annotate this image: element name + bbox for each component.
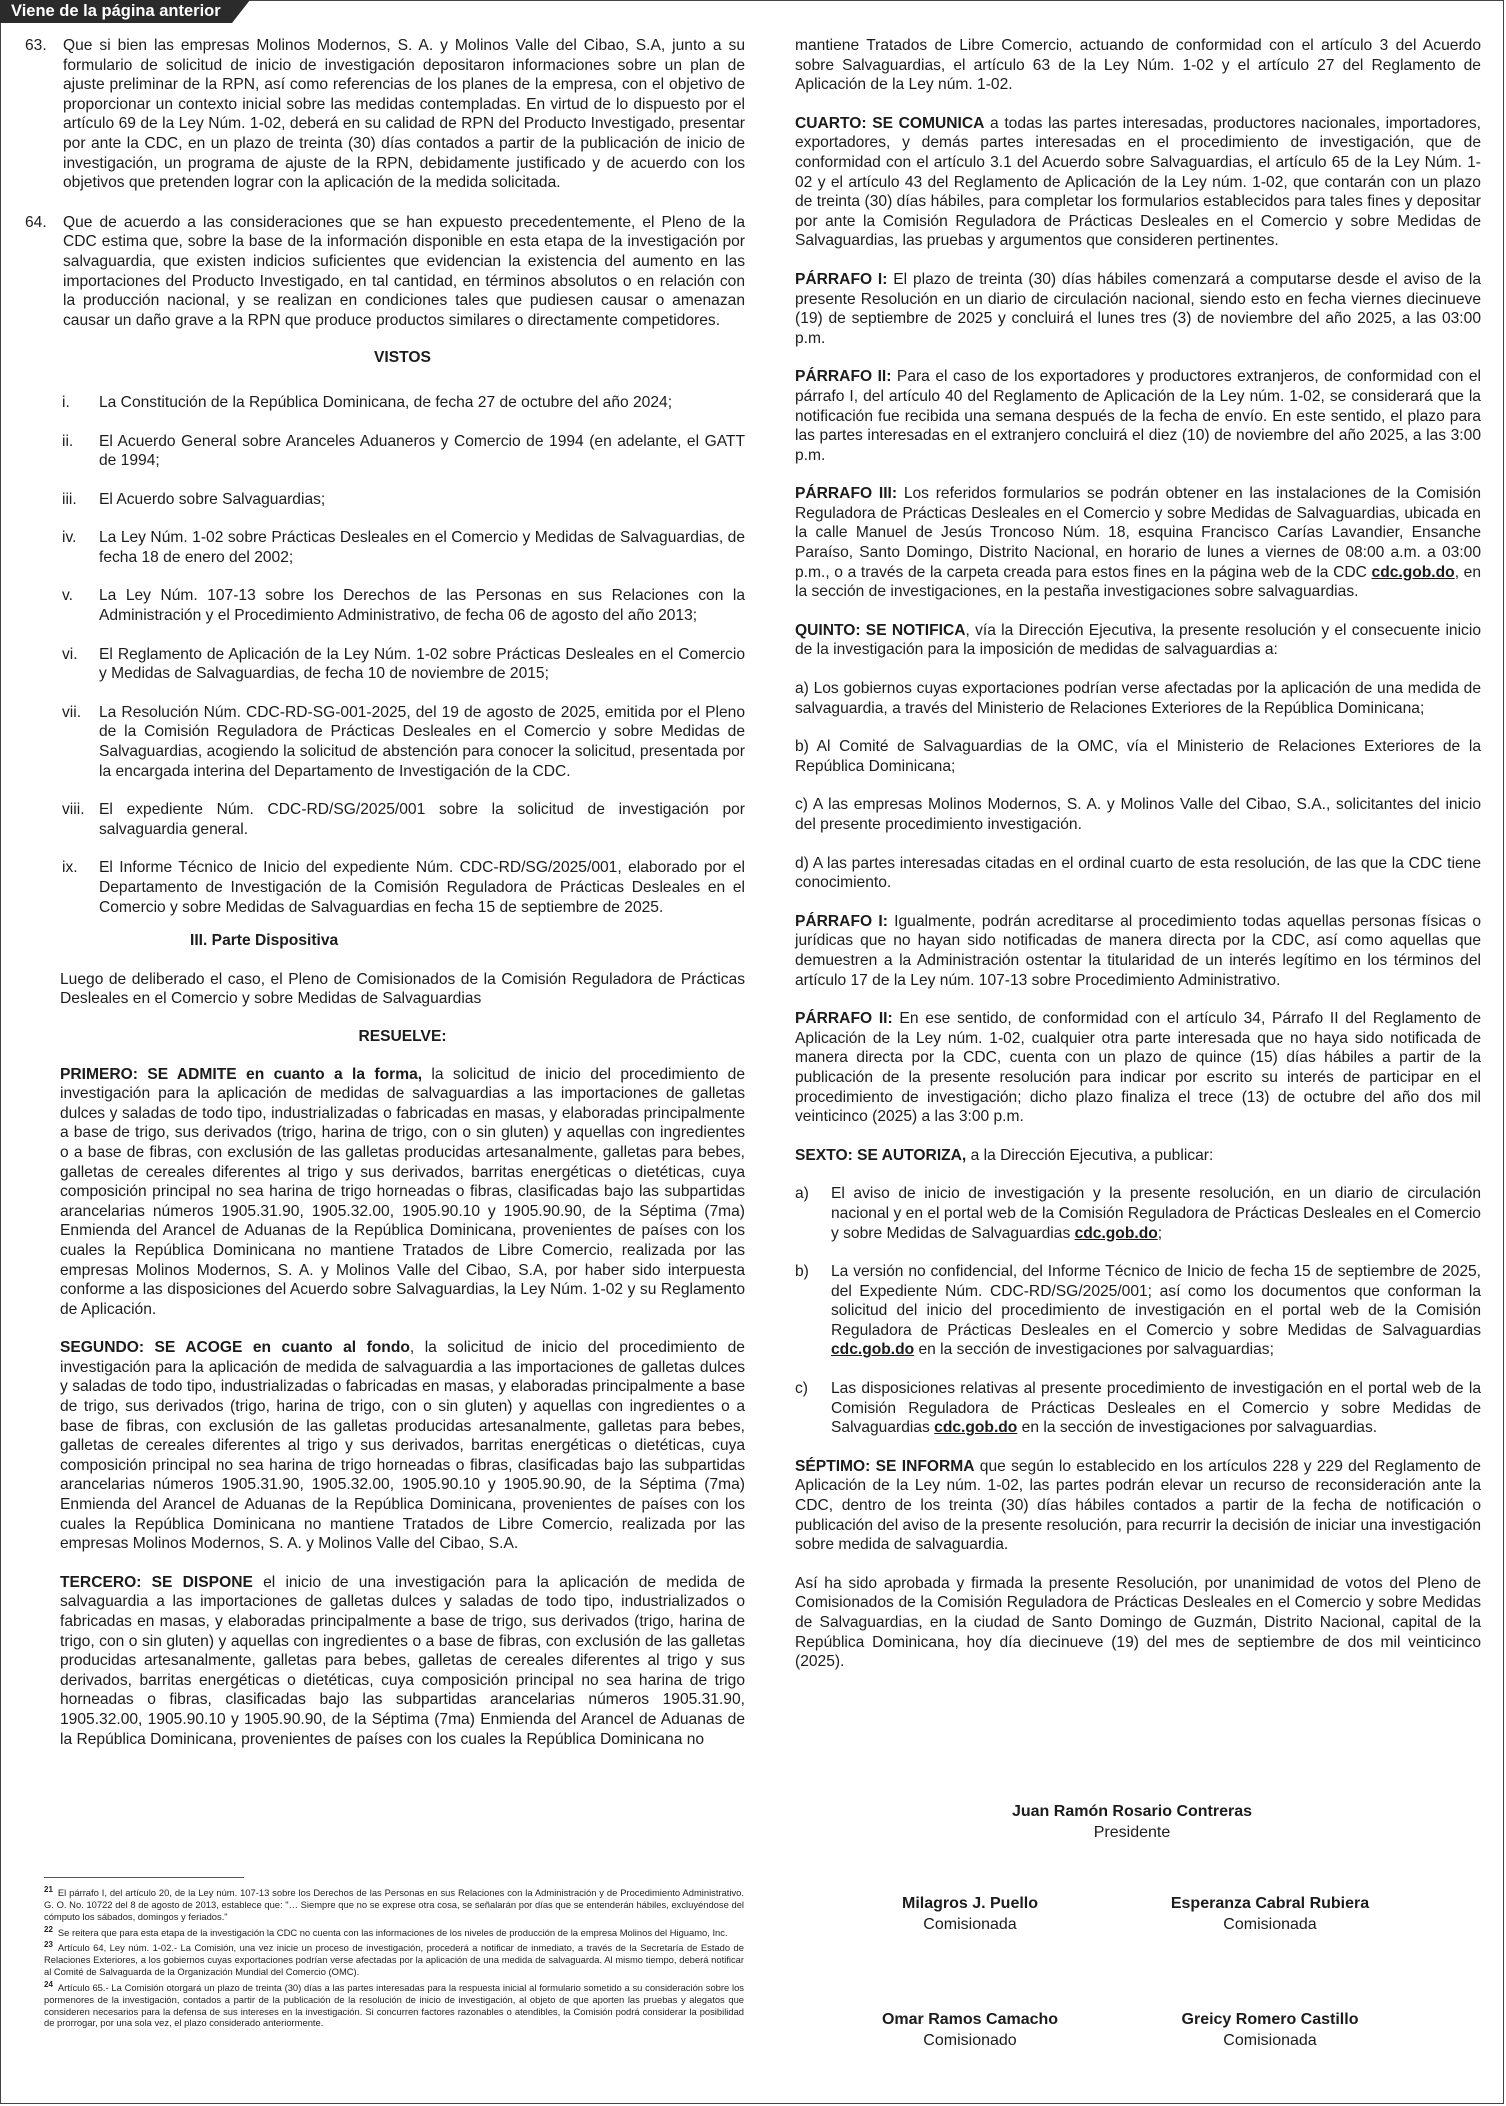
paragraph-text: Que de acuerdo a las consideraciones que se han expuesto precedentemente, el Pleno de la CDC estima que, sobre la base de la información disponible en esta etapa de la investigación por salvaguardia, que existen indicios suficientes que evidencian la existencia del aumento en las importaciones del Producto Investigado, en tal cantidad, en términos absolutos o en relación con la producción nacional, y se realizan en condiciones tales que pudiesen causar o amenazan causar un daño grave a la RPN que produce productos similares o directamente competidores. <box>63 213 745 329</box>
item-numeral: iv. <box>62 529 77 547</box>
septimo-paragraph <box>795 1457 1481 1555</box>
paragraph-number: 64. <box>25 213 47 231</box>
segundo-text: , la solicitud de inicio del procedimiento de investigación para la aplicación de medida de salvaguardia a las importaciones de galletas dulces y saladas de todo tipo, industrializadas o fabricadas en masas, y elaboradas principalmente a base de trigo, sus derivados (trigo, harina de trigo, con o sin gluten) y aquellas con ingredientes o a base de fibras, con exclusión de las galletas producidas artesanalmente, galletas para bebes, galletas de cereales diferentes al trigo y sus derivados, barritas energéticas o dietéticas, cuya composición principal no sea harina de trigo horneadas o fibras, clasificadas bajo las subpartidas arancelarias números 1905.31.90, 1905.32.00, 1905.90.10 y 1905.90.90, de la Séptima (7ma) Enmienda del Arancel de Aduanas de la República Dominicana, provenientes de países con los cuales la República Dominicana no mantiene Tratados de Libre Comercio, realizada por las empresas Molinos Modernos, S. A. y Molinos Valle del Cibao, S.A. <box>60 1339 745 1553</box>
segundo-lead: SEGUNDO: SE ACOGE en cuanto al fondo <box>60 1339 410 1357</box>
footnote-number: 23 <box>44 1940 53 1950</box>
item-numeral: iii. <box>62 490 77 508</box>
quinto-parrafo-ii <box>795 1009 1481 1127</box>
footnote <box>44 1924 744 1939</box>
item-text: La Ley Núm. 1-02 sobre Prácticas Desleales en el Comercio y Medidas de Salvaguardias, de fecha 18 de enero del 2002; <box>99 529 745 566</box>
cuarto-lead: CUARTO: SE COMUNICA <box>795 114 985 132</box>
sexto-item-a <box>795 1184 1481 1243</box>
septimo-text: que según lo establecido en los artículos 228 y 229 del Reglamento de Aplicación de la Ley núm. 1-02, las partes podrán elevar un recurso de reconsideración ante la CDC, dentro de los treinta (30) días hábiles contados a partir de la fecha de notificación o publicación del aviso de la presente resolución, para recurrir la decisión de iniciar una investigación sobre medida de salvaguardia. <box>795 1457 1481 1554</box>
signature-comisionada-2 <box>1120 1893 1420 1935</box>
vistos-item <box>62 432 745 471</box>
item-text-main: Las disposiciones relativas al presente procedimiento de investigación en el portal web de la Comisión Reguladora de Prácticas Desleales en el Comercio y sobre Medidas de Salvaguardias <box>831 1380 1481 1437</box>
signature-comisionada-1 <box>830 1893 1110 1935</box>
footnote-text: Se reitera que para esta etapa de la investigación la CDC no cuenta con las informaciones de los niveles de producción de la empresa Molinos del Higuamo, Inc. <box>57 1926 728 1938</box>
segundo-paragraph <box>60 1338 745 1554</box>
item-text-end: en la sección de investigaciones por salvaguardias; <box>914 1341 1274 1359</box>
cuarto-parrafo-iii <box>795 484 1481 602</box>
cuarto-paragraph <box>795 114 1481 251</box>
item-text-main: El aviso de inicio de investigación y la presente resolución, en un diario de circulación nacional y en el portal web de la Comisión Reguladora de Prácticas Desleales en el Comercio y sobre Medidas de Salvaguardias <box>831 1185 1481 1242</box>
footnote-text: Artículo 64, Ley núm. 1-02.- La Comisión, una vez inicie un proceso de investigación, procederá a notificar de inmediato, a través de la Secretaría de Estado de Relaciones Exteriores, a los gobiernos cuyas exportaciones podrían verse afectadas por la aplicación de una medida de salvaguarda. Al mismo tiempo, deberá notificar al Comité de Salvaguarda de la Organización Mundial del Comercio (OMC). <box>44 1942 744 1978</box>
footnote <box>44 1979 744 2029</box>
vistos-item <box>62 528 745 567</box>
parrafo-lead: PÁRRAFO III: <box>795 485 898 503</box>
left-column <box>25 36 746 1749</box>
sexto-item-b <box>795 1262 1481 1360</box>
parrafo-lead: PÁRRAFO I: <box>795 270 888 288</box>
signatory-name: Juan Ramón Rosario Contreras <box>1011 1803 1253 1820</box>
item-text: El Informe Técnico de Inicio del expediente Núm. CDC-RD/SG/2025/001, elaborado por el Departamento de Investigación de la Comisión Reguladora de Prácticas Desleales en el Comercio y sobre Medidas de Salvaguardias en fecha 15 de septiembre de 2025. <box>99 859 745 916</box>
item-text-main: La versión no confidencial, del Informe Técnico de Inicio de fecha 15 de septiembre de 2025, del Expediente Núm. CDC-RD/SG/2025/001; así como los documentos que conforman la solicitud del inicio del procedimiento de investigación en el portal web de la Comisión Reguladora de Prácticas Desleales en el Comercio y sobre Medidas de Salvaguardias <box>831 1263 1481 1339</box>
vistos-item <box>62 703 745 781</box>
quinto-parrafo-i <box>795 912 1481 990</box>
sexto-text: a la Dirección Ejecutiva, a publicar: <box>966 1146 1214 1164</box>
footnote-number: 24 <box>44 1979 53 1989</box>
signatory-role: Comisionada <box>923 1916 1017 1933</box>
quinto-lead: QUINTO: SE NOTIFICA <box>795 621 966 639</box>
quinto-item-c: c) A las empresas Molinos Modernos, S. A. y Molinos Valle del Cibao, S.A., solicitantes del inicio del presente procedimiento investigación. <box>795 796 1481 833</box>
continued-from-previous-page-tab: Viene de la página anterior <box>0 0 232 23</box>
parte-dispositiva-heading: III. Parte Dispositiva <box>190 932 339 950</box>
cdc-website-link[interactable]: cdc.gob.do <box>1074 1224 1158 1242</box>
primero-text: la solicitud de inicio del procedimiento de investigación para la aplicación de medidas de salvaguardias a las importaciones de galletas dulces y saladas de todo tipo, industrializadas o fabricadas en masas, y elaboradas principalmente a base de trigo, sus derivados (trigo, harina de trigo, con o sin gluten) y aquellas con ingredientes o a base de fibras, con exclusión de las galletas producidas artesanalmente, galletas para bebes, galletas de cereales diferentes al trigo y sus derivados, barritas energéticas o dietéticas, cuya composición principal no sea harina de trigo horneadas o fibras, clasificadas bajo las subpartidas arancelarias números 1905.31.90, 1905.32.00, 1905.90.10 y 1905.90.90, de la Séptima (7ma) Enmienda del Arancel de Aduanas de la República Dominicana, provenientes de países con los cuales la República Dominicana no mantiene Tratados de Libre Comercio, realizada por las empresas Molinos Modernos, S. A. y Molinos Valle del Cibao, S.A, por haber sido interpuesta conforme a las disposiciones del Acuerdo sobre Salvaguardias, la Ley Núm. 1-02 y su Reglamento de Aplicación. <box>60 1065 745 1318</box>
parrafo-text: Igualmente, podrán acreditarse al procedimiento todas aquellas personas físicas o jurídicas que no hayan sido notificadas de manera directa por la CDC, así como aquellas que demuestren a la Administración ostentar la titularidad de un interés legítimo en los términos del artículo 17 de la Ley núm. 107-13 sobre Procedimiento Administrativo. <box>795 912 1481 989</box>
signatory-name: Greicy Romero Castillo <box>1181 2011 1359 2028</box>
item-numeral: vi. <box>62 645 78 663</box>
primero-lead: PRIMERO: SE ADMITE en cuanto a la forma, <box>60 1065 423 1083</box>
signatory-name: Omar Ramos Camacho <box>881 2011 1059 2028</box>
item-text: El Reglamento de Aplicación de la Ley Núm. 1-02 sobre Prácticas Desleales en el Comercio y Medidas de Salvaguardias, de fecha 10 de noviembre de 2015; <box>99 645 745 683</box>
quinto-item-d: d) A las partes interesadas citadas en el ordinal cuarto de esta resolución, de las que la CDC tiene conocimiento. <box>795 854 1481 892</box>
signatory-role: Presidente <box>1093 1824 1171 1841</box>
item-text <box>831 1262 1481 1360</box>
tercero-lead: TERCERO: SE DISPONE <box>60 1573 253 1591</box>
vistos-heading: VISTOS <box>374 349 431 367</box>
signatory-role: Comisionado <box>923 2032 1017 2049</box>
tercero-text: el inicio de una investigación para la aplicación de medida de salvaguardia a las importaciones de galletas dulces y saladas de todo tipo, industrializados o fabricadas en masas, y elaboradas principalmente a base de trigo, sus derivados (trigo, harina de trigo, con o sin gluten) y aquellas con ingredientes o a base de fibras, con exclusión de las galletas producidas artesanalmente, galletas para bebes, galletas de cereales diferentes al trigo y sus derivados, barritas energéticas o dietéticas, cuya composición principal no sea harina de trigo horneadas o fibras, clasificadas bajo las subpartidas arancelarias números 1905.31.90, 1905.32.00, 1905.90.10 y 1905.90.90, de la Séptima (7ma) Enmienda del Arancel de Aduanas de la República Dominicana, provenientes de países con los cuales la República Dominicana no <box>60 1573 746 1748</box>
footnotes <box>44 1884 744 2030</box>
quinto-item-a: a) Los gobiernos cuyas exportaciones podrían verse afectadas por la aplicación de una medida de salvaguardia, a través del Ministerio de Relaciones Exteriores de la República Dominicana; <box>795 680 1481 717</box>
resuelve-heading: RESUELVE: <box>358 1027 447 1045</box>
item-numeral: ix. <box>62 859 78 877</box>
parrafo-lead: PÁRRAFO I: <box>795 912 888 930</box>
parrafo-text: En ese sentido, de conformidad con el artículo 34, Párrafo II del Reglamento de Aplicación de la Ley núm. 1-02, cualquier otra parte interesada que no haya sido notificada de manera directa por la CDC, cuenta con un plazo de quince (15) días hábiles a partir de la publicación de la presente resolución para indicar por escrito su interés de participar en el procedimiento de investigación; dicho plazo finaliza el trece (13) de octubre del año dos mil veinticinco (2025) a las 3:00 p.m. <box>795 1010 1481 1126</box>
quinto-paragraph <box>795 621 1481 660</box>
sexto-lead: SEXTO: SE AUTORIZA, <box>795 1146 967 1164</box>
tercero-paragraph <box>60 1573 745 1749</box>
item-numeral: ii. <box>62 432 74 450</box>
vistos-item <box>62 586 745 625</box>
right-column <box>795 36 1481 1672</box>
item-numeral: v. <box>62 587 73 605</box>
footnote-text: Artículo 65.- La Comisión otorgará un plazo de treinta (30) días a las partes interesadas para la respuesta inicial al formulario sometido a su consideración sobre los pormenores de la investigación, contados a partir de la publicación de la resolución de inicio de investigación, al objeto de que aporten las pruebas y alegatos que consideren necesarios para la defensa de sus intereses en la investigación. Si concurren factores razonables o atendibles, la Comisión podrá considerar la posibilidad de prorrogar, por una sola vez, el plazo considerado anteriormente. <box>44 1982 744 2029</box>
signatory-name: Esperanza Cabral Rubiera <box>1170 1895 1370 1912</box>
item-letter: a) <box>795 1185 809 1203</box>
item-text: El Acuerdo General sobre Aranceles Aduaneros y Comercio de 1994 (en adelante, el GATT de 1994; <box>99 432 745 470</box>
footnote-rule <box>44 1877 244 1878</box>
parrafo-lead: PÁRRAFO II: <box>795 368 892 386</box>
cdc-website-link[interactable]: cdc.gob.do <box>1371 563 1455 581</box>
footnote-number: 21 <box>44 1885 53 1894</box>
signature-comisionada-4 <box>1120 2009 1420 2051</box>
cuarto-parrafo-ii <box>795 367 1481 465</box>
item-text: La Resolución Núm. CDC-RD-SG-001-2025, del 19 de agosto de 2025, emitida por el Pleno de la Comisión Reguladora de Prácticas Desleales en el Comercio y sobre Medidas de Salvaguardias, acogiendo la solicitud de abstención para conocer la solicitud, presentada por la encargada interina del Departamento de Investigación de la CDC. <box>99 703 745 780</box>
item-text <box>831 1379 1481 1438</box>
cdc-website-link[interactable]: cdc.gob.do <box>831 1341 915 1359</box>
cdc-website-link[interactable]: cdc.gob.do <box>934 1419 1018 1437</box>
vistos-list <box>60 393 745 917</box>
paragraph-64 <box>25 213 745 331</box>
item-letter: b) <box>795 1263 809 1281</box>
parrafo-lead: PÁRRAFO II: <box>795 1010 893 1028</box>
cuarto-parrafo-i <box>795 270 1481 348</box>
item-numeral: vii. <box>62 703 82 721</box>
closing-paragraph: Así ha sido aprobada y firmada la presente Resolución, por unanimidad de votos del Pleno de Comisionados de la Comisión Reguladora de Prácticas Desleales en el Comercio y sobre Medidas de Salvaguardias, en la ciudad de Santo Domingo de Guzmán, Distrito Nacional, capital de la República Dominicana, hoy día diecinueve (19) del mes de septiembre de dos mil veinticinco (2025). <box>795 1574 1481 1671</box>
signatory-role: Comisionada <box>1223 1916 1317 1933</box>
item-text: El expediente Núm. CDC-RD/SG/2025/001 sobre la solicitud de investigación por salvaguardia general. <box>99 801 745 838</box>
continuation-paragraph: mantiene Tratados de Libre Comercio, actuando de conformidad con el artículo 3 del Acuerdo sobre Salvaguardias, el artículo 63 de la Ley Núm. 1-02 y el artículo 27 del Reglamento de Aplicación de la Ley núm. 1-02. <box>795 37 1481 94</box>
item-text: La Constitución de la República Dominicana, de fecha 27 de octubre del año 2024; <box>99 393 673 411</box>
vistos-item <box>62 800 745 839</box>
septimo-lead: SÉPTIMO: SE INFORMA <box>795 1457 975 1475</box>
paragraph-63 <box>25 36 745 193</box>
item-text: El Acuerdo sobre Salvaguardias; <box>99 490 326 508</box>
signature-presidente <box>932 1801 1332 1843</box>
vistos-item <box>62 393 745 413</box>
item-letter: c) <box>795 1380 808 1398</box>
footnote-number: 22 <box>44 1924 53 1934</box>
parrafo-text: Para el caso de los exportadores y productores extranjeros, de conformidad con el párrafo I, del artículo 40 del Reglamento de Aplicación de la Ley núm. 1-02, se considerará que la notificación fue recibida una semana después de la fecha de envío. En este sentido, el plazo para las partes interesadas en el extranjero concluirá el diez (10) de noviembre del año 2025, a las 3:00 p.m. <box>795 368 1481 464</box>
item-text <box>831 1184 1481 1243</box>
vistos-item <box>62 645 745 684</box>
primero-paragraph <box>60 1065 745 1320</box>
paragraph-text: Que si bien las empresas Molinos Modernos, S. A. y Molinos Valle del Cibao, S.A, junto a su formulario de solicitud de inicio de investigación depositaron informaciones sobre un plan de ajuste preliminar de la RPN, así como referencias de los planes de la empresa, con el objetivo de proporcionar un contexto inicial sobre las medidas contempladas. En virtud de lo dispuesto por el artículo 69 de la Ley Núm. 1-02, deberá en su calidad de RPN del Producto Investigado, presentar por ante la CDC, en un plazo de treinta (30) días contados a partir de la publicación de inicio de investigación, un programa de ajuste de la RPN, debidamente justificado y de acuerdo con los objetivos que pretenden lograr con la aplicación de la medida solicitada. <box>63 37 745 192</box>
paragraph-number: 63. <box>25 37 47 54</box>
cuarto-text: a todas las partes interesadas, productores nacionales, importadores, exportadores, y demás partes interesadas en el procedimiento de investigación, que de conformidad con el artículo 3.1 del Acuerdo sobre Salvaguardias, el artículo 65 de la Ley Núm. 1-02 y el artículo 43 del Reglamento de Aplicación de la Ley núm. 1-02, que contarán con un plazo de treinta (30) días hábiles, para completar los formularios establecidos para tales fines y depositar por ante la Comisión Reguladora de Prácticas Desleales en el Comercio y sobre Medidas de Salvaguardias, las pruebas y argumentos que consideren pertinentes. <box>795 114 1481 250</box>
parrafo-text: El plazo de treinta (30) días hábiles comenzará a computarse desde el aviso de la presente Resolución en un diario de circulación nacional, siendo esto en fecha viernes diecinueve (19) de septiembre de 2025 y concluirá el lunes tres (3) de noviembre del año 2025, a las 03:00 p.m. <box>795 270 1481 347</box>
item-numeral: viii. <box>62 801 85 819</box>
item-text-end: en la sección de investigaciones por salvaguardias. <box>1017 1419 1378 1437</box>
signature-comisionado-3 <box>830 2009 1110 2051</box>
parrafo-text-end: , en la sección de investigaciones, en la pestaña investigaciones sobre salvaguardias. <box>795 563 1481 601</box>
footnote <box>44 1939 744 1978</box>
sexto-paragraph <box>795 1146 1481 1166</box>
vistos-item <box>62 858 745 917</box>
item-numeral: i. <box>62 393 70 411</box>
signatory-name: Milagros J. Puello <box>901 1895 1039 1912</box>
signatory-role: Comisionada <box>1223 2032 1317 2049</box>
footnote-text: El párrafo I, del artículo 20, de la Ley núm. 107-13 sobre los Derechos de las Personas en sus Relaciones con la Administración y de Procedimiento Administrativo. G. O. No. 10722 del 8 de agosto de 2013, establece que: "… Siempre que no se exprese otra cosa, se señalarán por días que se entenderán hábiles, excluyéndose del cómputo los sábados, domingos y feriados." <box>44 1887 744 1922</box>
sexto-item-c <box>795 1379 1481 1438</box>
quinto-text: , vía la Dirección Ejecutiva, la presente resolución y el consecuente inicio de la investigación para la imposición de medidas de salvaguardias a: <box>795 621 1481 659</box>
footnote <box>44 1884 744 1923</box>
item-text-end: ; <box>1157 1224 1163 1242</box>
vistos-item <box>62 490 745 510</box>
parrafo-text: Los referidos formularios se podrán obtener en las instalaciones de la Comisión Reguladora de Prácticas Desleales en el Comercio y sobre Medidas de Salvaguardias, ubicada en la calle Manuel de Jesús Troncoso Núm. 18, esquina Francisco Carías Lavandier, Ensanche Paraíso, Santo Domingo, Distrito Nacional, en horario de lunes a viernes de 08:00 a.m. a 03:00 p.m., o a través de la carpeta creada para estos fines en la página web de la CDC <box>795 485 1481 581</box>
quinto-item-b: b) Al Comité de Salvaguardias de la OMC, vía el Ministerio de Relaciones Exteriores de la República Dominicana; <box>795 738 1481 775</box>
luego-paragraph: Luego de deliberado el caso, el Pleno de Comisionados de la Comisión Reguladora de Prácticas Desleales en el Comercio y sobre Medidas de Salvaguardias <box>60 970 745 1008</box>
item-text: La Ley Núm. 107-13 sobre los Derechos de las Personas en sus Relaciones con la Administración y el Procedimiento Administrativo, de fecha 06 de agosto del año 2013; <box>99 587 745 625</box>
